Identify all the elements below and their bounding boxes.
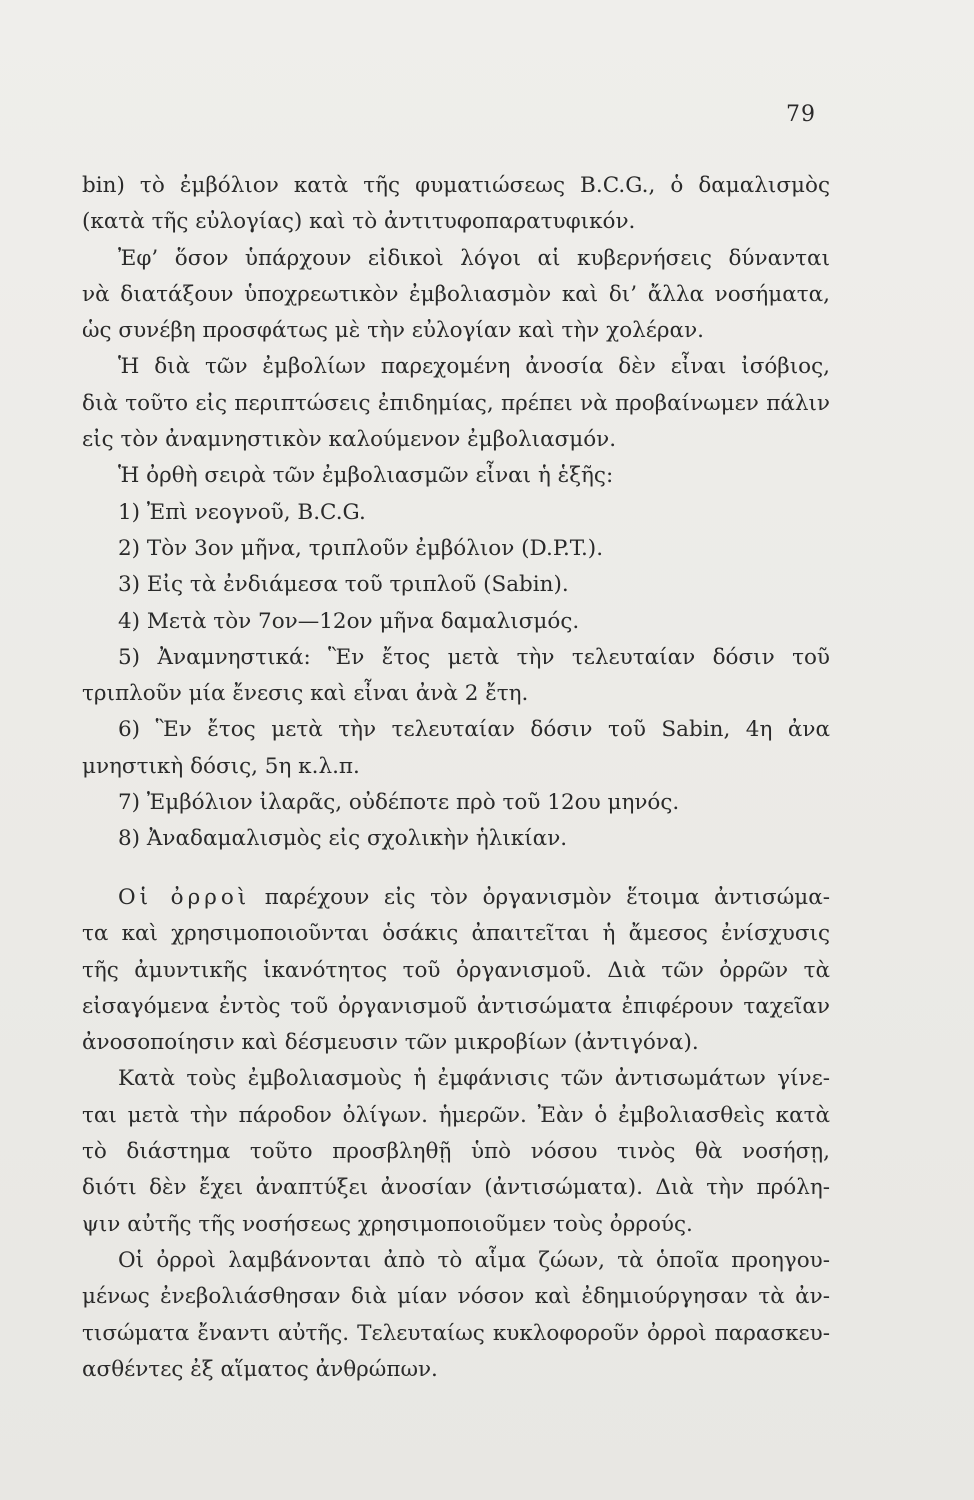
text-line: εἰσαγόμενα ἐντὸς τοῦ ὀργανισμοῦ ἀντισώματα ἐπιφέρουν ταχεῖαν [82, 993, 830, 1019]
page-number: 79 [786, 102, 816, 127]
text-line: Ἡ ὀρθὴ σειρὰ τῶν ἐμβολιασμῶν εἶναι ἡ ἑξῆς: [118, 463, 614, 489]
text-line: 3) Εἰς τὰ ἐνδιάμεσα τοῦ τριπλοῦ (Sabin). [118, 572, 569, 598]
text-line: (κατὰ τῆς εὐλογίας) καὶ τὸ ἀντιτυφοπαρατυφικόν. [82, 209, 636, 235]
text-line: 8) Ἀναδαμαλισμὸς εἰς σχολικὴν ἡλικίαν. [118, 826, 568, 852]
text-line: 1) Ἐπὶ νεογνοῦ, B.C.G. [118, 499, 366, 525]
text-line: 4) Μετὰ τὸν 7ον—12ον μῆνα δαμαλισμός. [118, 608, 580, 634]
text-line: bin) τὸ ἐμβόλιον κατὰ τῆς φυματιώσεως B.C.G., ὁ δαμαλισμὸς [82, 173, 830, 198]
line-text: παρέχουν εἰς τὸν ὀργανισμὸν ἕτοιμα ἀντισώμα- [250, 885, 830, 910]
text-line: 2) Τὸν 3ον μῆνα, τριπλοῦν ἐμβόλιον (D.P.T.). [118, 535, 604, 561]
text-line: τῆς ἀμυντικῆς ἱκανότητος τοῦ ὀργανισμοῦ. Διὰ τῶν ὀρρῶν τὰ [82, 957, 830, 983]
text-line: ὡς συνέβη προσφάτως μὲ τὴν εὐλογίαν καὶ τὴν χολέραν. [82, 318, 704, 344]
text-line: τισώματα ἔναντι αὐτῆς. Τελευταίως κυκλοφοροῦν ὀρροὶ παρασκευ- [82, 1320, 830, 1346]
text-line: διὰ τοῦτο εἰς περιπτώσεις ἐπιδημίας, πρέπει νὰ προβαίνωμεν πάλιν [82, 390, 830, 416]
text-line: τριπλοῦν μία ἔνεσις καὶ εἶναι ἀνὰ 2 ἔτη. [82, 681, 529, 707]
vaccination-section [82, 168, 830, 858]
serums-lead-term: Οἱ ὀρροὶ [118, 885, 251, 910]
text-line: 6) Ἓν ἔτος μετὰ τὴν τελευταίαν δόσιν τοῦ Sabin, 4η ἀνα [118, 717, 830, 743]
text-line: εἰς τὸν ἀναμνηστικὸν καλούμενον ἐμβολιασμόν. [82, 427, 617, 453]
text-line: μνηστικὴ δόσις, 5η κ.λ.π. [82, 753, 360, 779]
text-line: μένως ἐνεβολιάσθησαν διὰ μίαν νόσον καὶ ἐδημιούργησαν τὰ ἀν- [82, 1284, 830, 1310]
serums-section [82, 880, 830, 1388]
text-line: διότι δὲν ἔχει ἀναπτύξει ἀνοσίαν (ἀντισώματα). Διὰ τὴν πρόλη- [82, 1175, 830, 1201]
text-line: Ἡ διὰ τῶν ἐμβολίων παρεχομένη ἀνοσία δὲν εἶναι ἰσόβιος, [118, 354, 830, 380]
text-line: νὰ διατάξουν ὑποχρεωτικὸν ἐμβολιασμὸν καὶ δι’ ἄλλα νοσήματα, [82, 281, 830, 307]
text-line: Οἱ ὀρροὶ λαμβάνονται ἀπὸ τὸ αἷμα ζώων, τὰ ὁποῖα προηγου- [118, 1247, 830, 1273]
text-line: 5) Ἀναμνηστικά: Ἓν ἔτος μετὰ τὴν τελευταίαν δόσιν τοῦ [118, 644, 830, 670]
text-line: τὸ διάστημα τοῦτο προσβληθῇ ὑπὸ νόσου τινὸς θὰ νοσήσῃ, [82, 1139, 830, 1165]
text-line: Ἐφ’ ὅσον ὑπάρχουν εἰδικοὶ λόγοι αἱ κυβερνήσεις δύνανται [118, 245, 830, 271]
text-line [82, 880, 830, 916]
text-line: ἀνοσοποίησιν καὶ δέσμευσιν τῶν μικροβίων (ἀντιγόνα). [82, 1030, 699, 1056]
text-line: ψιν αὐτῆς τῆς νοσήσεως χρησιμοποιοῦμεν τοὺς ὀρρούς. [82, 1211, 693, 1237]
text-line: ται μετὰ τὴν πάροδον ὀλίγων. ἡμερῶν. Ἐὰν ὁ ἐμβολιασθεὶς κατὰ [82, 1102, 830, 1128]
text-line: ασθέντες ἐξ αἵματος ἀνθρώπων. [82, 1356, 438, 1382]
text-line: 7) Ἐμβόλιον ἰλαρᾶς, οὐδέποτε πρὸ τοῦ 12ου μηνός. [118, 790, 680, 816]
text-line: τα καὶ χρησιμοποιοῦνται ὁσάκις ἀπαιτεῖται ἡ ἄμεσος ἐνίσχυσις [82, 921, 830, 947]
text-line: Κατὰ τοὺς ἐμβολιασμοὺς ἡ ἐμφάνισις τῶν ἀντισωμάτων γίνε- [118, 1066, 830, 1092]
